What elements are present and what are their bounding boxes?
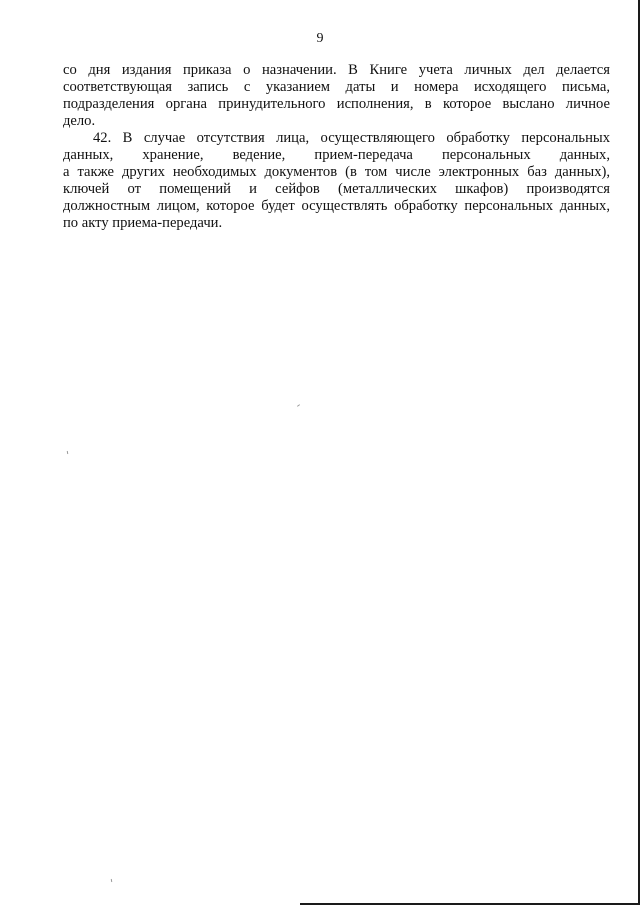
text-line: данных, хранение, ведение, прием-передача персональных данных, (63, 147, 610, 163)
text-line: ключей от помещений и сейфов (металлических шкафов) производятся (63, 181, 610, 197)
scan-speck (67, 451, 69, 454)
text-line: дело. (63, 113, 96, 129)
page-number: 9 (316, 31, 324, 46)
scan-speck (111, 879, 113, 882)
text-line: 42. В случае отсутствия лица, осуществляющего обработку персональных (93, 130, 610, 146)
text-line: по акту приема-передачи. (63, 215, 223, 231)
text-line: подразделения органа принудительного исполнения, в которое выслано личное (63, 96, 610, 112)
document-body (63, 62, 610, 232)
scan-speck (297, 404, 300, 407)
text-line: соответствующая запись с указанием даты и номера исходящего письма, (63, 79, 610, 95)
text-line: а также других необходимых документов (в том числе электронных баз данных), (63, 164, 610, 180)
text-line: со дня издания приказа о назначении. В Книге учета личных дел делается (63, 62, 610, 78)
paragraph-continuation (63, 62, 610, 130)
text-line: должностным лицом, которое будет осуществлять обработку персональных данных, (63, 198, 610, 214)
paragraph-item-42 (63, 130, 610, 232)
